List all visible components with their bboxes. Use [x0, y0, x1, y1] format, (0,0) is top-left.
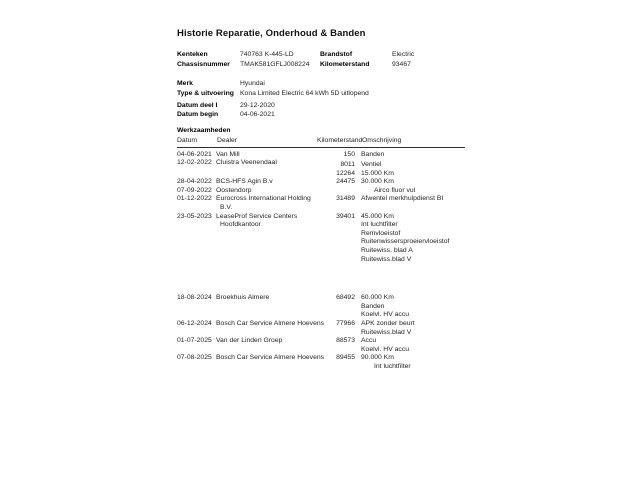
entry-items — [322, 151, 469, 160]
entry-dealer — [216, 178, 322, 187]
entry-dealer-line: Broekhuis Almere — [216, 294, 270, 302]
entry-item — [322, 320, 469, 329]
entry-item — [322, 161, 469, 170]
datum-begin-value: 04-06-2021 — [240, 111, 275, 118]
datum-begin-label: Datum begin — [177, 111, 219, 118]
entry-dealer-line: Eurocross International Holding — [216, 195, 311, 203]
entry-item — [322, 221, 469, 230]
kilometerstand-value: 93467 — [392, 60, 411, 68]
entry-item — [322, 256, 469, 265]
entry-date: 23-05-2023 — [177, 212, 212, 220]
brandstof-label: Brandstof — [320, 51, 353, 58]
entry-dealer-line: BCS-HFS Agin B.v — [216, 178, 273, 186]
table-body — [177, 148, 469, 372]
entry-km: 89455 — [336, 354, 355, 362]
kilometerstand-label: Kilometerstand — [320, 60, 370, 68]
entry-km — [322, 187, 355, 196]
entry-item — [322, 294, 469, 303]
chassisnummer-label: Chassisnummer — [177, 60, 230, 68]
entry-desc: Remvloeistof — [361, 229, 401, 237]
entry-dealer — [216, 294, 322, 303]
merk-label: Merk — [177, 80, 193, 87]
entry-dealer — [216, 213, 322, 230]
entry-desc: APK zonder beurt — [361, 320, 415, 327]
entry-item — [322, 363, 469, 372]
entry-item — [322, 311, 469, 320]
chassisnummer-value: TMAK581GFLJ008224 — [240, 60, 310, 68]
entry-items — [322, 178, 469, 187]
entry-km — [322, 256, 355, 265]
table-row — [177, 195, 469, 212]
entry-date: 06-12-2024 — [177, 320, 212, 327]
entry-desc: Banden — [361, 150, 385, 158]
entry-desc: 45.000 Km — [361, 212, 394, 220]
entry-desc: Koelvl. HV accu — [361, 345, 409, 353]
info-row-datum-begin — [177, 110, 469, 120]
entry-desc: Airco fluor vul — [374, 186, 416, 194]
entry-item — [322, 247, 469, 256]
werkzaamheden-section-title: Werkzaamheden — [177, 127, 231, 134]
datum-deel1-value: 29-12-2020 — [240, 101, 275, 109]
table-row — [177, 354, 469, 371]
entry-dealer — [216, 354, 325, 363]
vehicle-info-block-3 — [177, 101, 469, 120]
entry-desc: Ruitewiss. blad A — [361, 247, 413, 255]
entry-dealer-line: LeaseProf Service Centers — [216, 212, 298, 220]
entry-desc: 15.000 Km — [361, 169, 394, 177]
entry-km: 12264 — [336, 169, 355, 177]
entry-desc: Ventiel — [361, 161, 382, 169]
entry-dealer — [216, 195, 322, 212]
document-page — [177, 28, 469, 372]
entry-dealer-line: Bosch Car Service Almere Hoevens — [216, 320, 325, 327]
entry-dealer — [216, 337, 322, 346]
entry-date: 01-07-2025 — [177, 337, 212, 345]
entry-km: 8011 — [340, 161, 355, 169]
entry-km — [322, 329, 355, 338]
entry-km — [322, 346, 355, 355]
entry-item — [322, 337, 469, 346]
entry-desc: 60.000 Km — [361, 294, 394, 302]
entry-dealer-line: Van der Linden Groep — [216, 337, 283, 345]
entry-items — [322, 354, 469, 371]
entry-km: 150 — [343, 150, 355, 158]
entry-km: 88573 — [336, 337, 355, 345]
brandstof-value: Electric — [392, 51, 415, 58]
type-value: Kona Limited Electric 64 kWh 5D uitlopend — [240, 89, 369, 97]
table-row — [177, 320, 469, 337]
entry-dealer-line: Hoofdkantoor — [220, 221, 261, 229]
entry-desc: Ruitewiss.blad V — [361, 255, 412, 263]
table-row — [177, 178, 469, 187]
info-row-chassisnummer — [177, 60, 469, 70]
table-header — [177, 136, 465, 148]
entry-desc: 90.000 Km — [361, 354, 394, 362]
entry-items — [322, 195, 469, 204]
entry-km: 24475 — [336, 178, 355, 186]
entry-desc: Int luchtfilter — [361, 221, 398, 229]
entry-dealer — [216, 159, 322, 168]
entry-dealer-line: Oostendorp — [216, 186, 252, 194]
entry-desc: Ruitenwissersproeiervloeistof — [361, 238, 450, 246]
entry-dealer-line: Van Mill — [216, 150, 240, 158]
entry-desc: Ruitewiss.blad V — [361, 328, 412, 336]
kenteken-label: Kenteken — [177, 51, 208, 58]
column-header-kilometerstand: Kilometerstand — [317, 137, 363, 144]
entry-dealer-line: B.V. — [220, 204, 233, 212]
page-title: Historie Reparatie, Onderhoud & Banden — [177, 28, 366, 39]
column-header-omschrijving: Omschrijving — [362, 137, 402, 144]
entry-date: 12-02-2022 — [177, 159, 212, 167]
column-header-dealer: Dealer — [217, 137, 238, 144]
merk-value: Hyundai — [240, 80, 265, 87]
table-row — [177, 213, 469, 265]
entry-km: 31489 — [336, 195, 355, 203]
entry-item — [322, 151, 469, 160]
entry-km: 39401 — [336, 212, 355, 220]
entry-km — [322, 247, 355, 256]
entry-item — [322, 195, 469, 204]
entry-desc: Koelvl. HV accu — [361, 311, 409, 319]
table-row — [177, 151, 469, 160]
entry-items — [322, 161, 469, 178]
entry-items — [322, 187, 469, 196]
entry-item — [322, 178, 469, 187]
entry-date: 04-06-2021 — [177, 150, 212, 158]
vehicle-info-block-2 — [177, 79, 469, 98]
entry-desc: Banden — [361, 302, 385, 310]
entry-dealer — [216, 151, 322, 160]
entry-dealer-line: Bosch Car Service Almere Hoevens — [216, 354, 325, 362]
entry-dealer — [216, 187, 322, 196]
vehicle-info-block-1 — [177, 50, 469, 69]
entry-km — [322, 363, 355, 372]
entry-date: 07-08-2025 — [177, 354, 212, 362]
entry-item — [322, 170, 469, 179]
entry-desc: Int luchtfilter — [374, 362, 411, 370]
info-row-type — [177, 89, 469, 99]
entry-items — [322, 213, 469, 265]
table-row — [177, 294, 469, 320]
entry-km: 68492 — [336, 294, 355, 302]
table-row — [177, 187, 469, 196]
entry-desc: Accu — [361, 337, 377, 345]
entry-km — [322, 238, 355, 247]
info-row-kenteken — [177, 50, 469, 60]
entry-item — [322, 354, 469, 363]
entry-km: 77966 — [336, 320, 355, 327]
type-label: Type & uitvoering — [177, 89, 234, 97]
entry-dealer — [216, 320, 325, 329]
entry-items — [322, 320, 469, 337]
entry-item — [322, 213, 469, 222]
entry-items — [322, 294, 469, 320]
column-header-datum: Datum — [177, 137, 198, 144]
entry-items — [322, 337, 469, 354]
kenteken-value: 740763 K-445-LD — [240, 51, 294, 58]
info-row-datum-deel1 — [177, 101, 469, 111]
entry-dealer-line: Cluistra Veenendaal — [216, 159, 277, 167]
entry-date: 07-09-2022 — [177, 186, 212, 194]
info-row-merk — [177, 79, 469, 89]
entry-item — [322, 230, 469, 239]
entry-item — [322, 187, 469, 196]
entry-item — [322, 238, 469, 247]
entry-item — [322, 303, 469, 312]
entry-km — [322, 303, 355, 312]
entry-date: 28-04-2022 — [177, 178, 212, 186]
entry-desc: 30.000 Km — [361, 178, 394, 186]
entry-date: 01-12-2022 — [177, 195, 212, 203]
entry-date: 18-08-2024 — [177, 294, 212, 302]
entry-km — [322, 311, 355, 320]
datum-deel1-label: Datum deel I — [177, 101, 218, 109]
table-row — [177, 337, 469, 354]
entry-desc: Afwentel merkhulpdienst BI — [361, 195, 444, 203]
entry-item — [322, 329, 469, 338]
entry-km — [322, 230, 355, 239]
entry-km — [322, 221, 355, 230]
table-row — [177, 159, 469, 178]
entry-item — [322, 346, 469, 355]
